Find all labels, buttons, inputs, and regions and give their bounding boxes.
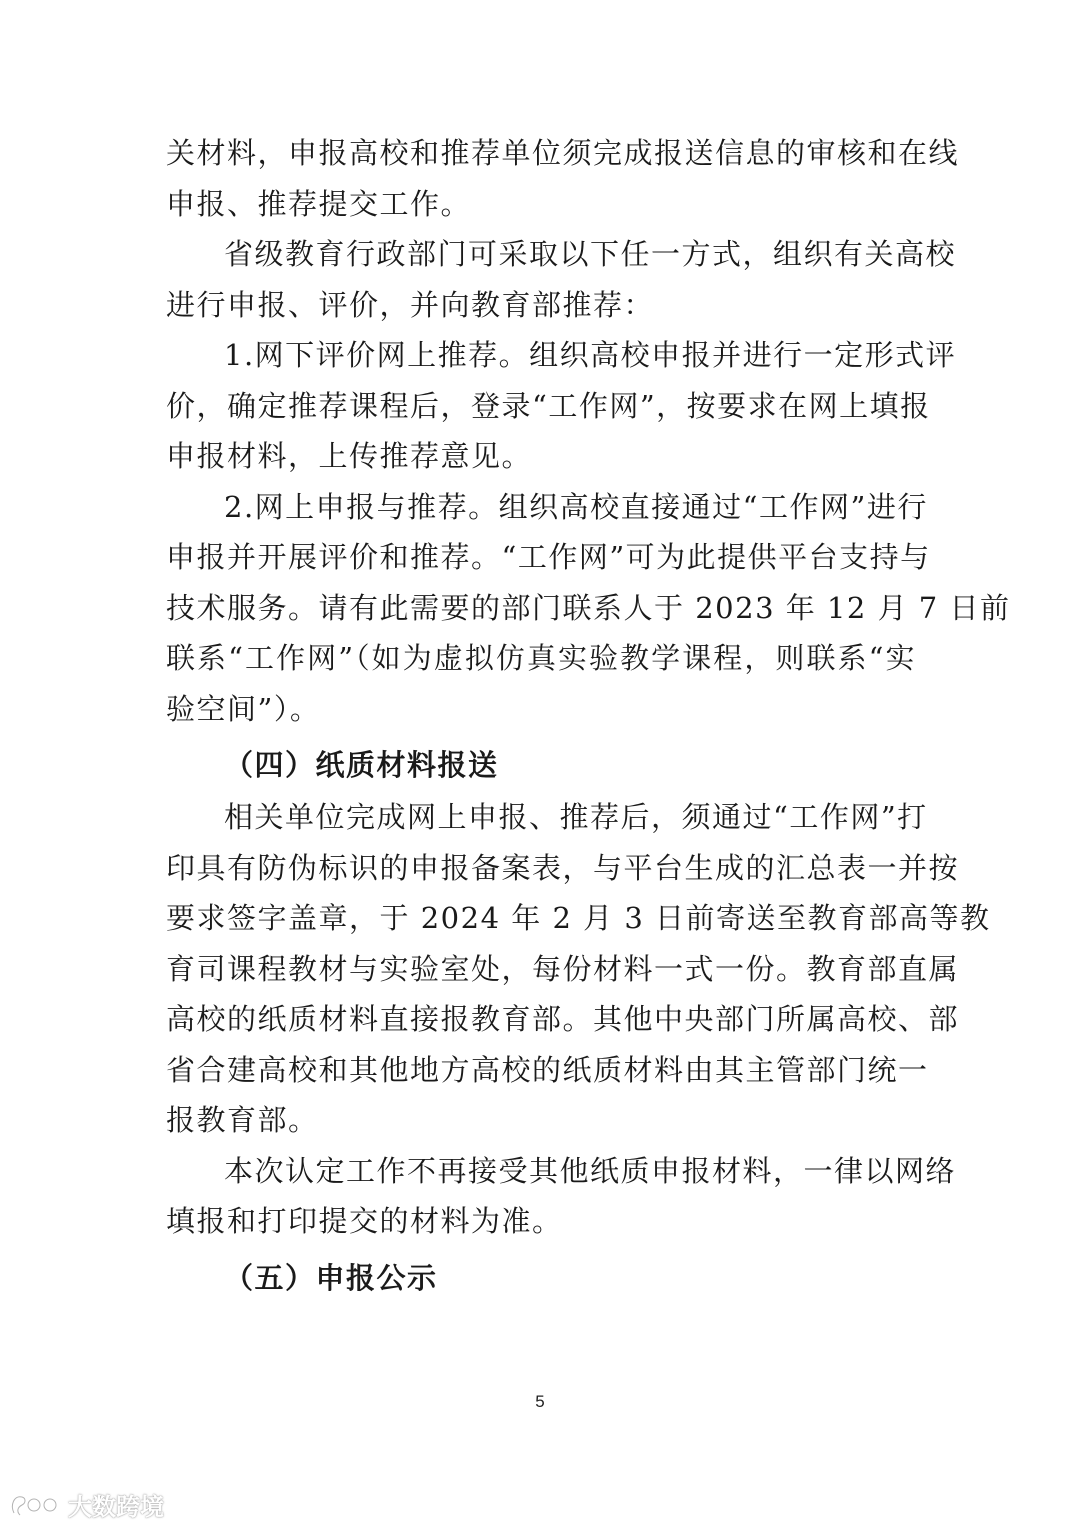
text-line: 验空间”）。	[166, 691, 321, 726]
text-line: 申报并开展评价和推荐。“工作网”可为此提供平台支持与	[166, 540, 931, 574]
text-line: 要求签字盖章，于 2024 年 2 月 3 日前寄送至教育部高等教	[166, 901, 991, 935]
watermark	[8, 1487, 164, 1522]
text-line: 省合建高校和其他地方高校的纸质材料由其主管部门统一	[166, 1052, 929, 1087]
text-line: 2.网上申报与推荐。组织高校直接通过“工作网”进行	[224, 489, 928, 524]
watermark-text: 大数跨境	[68, 1493, 164, 1521]
text-line: 报教育部。	[166, 1103, 319, 1137]
page-number: 5	[535, 1392, 545, 1411]
text-line: 技术服务。请有此需要的部门联系人于 2023 年 12 月 7 日前	[166, 590, 1011, 625]
text-line: 印具有防伪标识的申报备案表，与平台生成的汇总表一并按	[166, 850, 960, 885]
document-body	[166, 128, 1011, 1305]
text-line: 本次认定工作不再接受其他纸质申报材料，一律以网络	[224, 1153, 957, 1188]
paragraph-no-other-materials	[166, 1146, 957, 1247]
paragraph-provincial-methods	[166, 229, 957, 330]
text-line: 填报和打印提交的材料为准。	[166, 1204, 563, 1238]
text-line: 价，确定推荐课程后，登录“工作网”，按要求在网上填报	[166, 388, 931, 423]
text-line: 申报材料，上传推荐意见。	[166, 439, 533, 473]
section-heading-5: （五）申报公示	[224, 1260, 438, 1295]
text-line: 申报、推荐提交工作。	[166, 186, 472, 221]
paragraph-paper-materials	[166, 792, 991, 1146]
paragraph-method-1	[166, 330, 957, 482]
paragraph-continuation	[166, 128, 960, 229]
text-line: 高校的纸质材料直接报教育部。其他中央部门所属高校、部	[166, 1002, 960, 1036]
text-line: 1.网下评价网上推荐。组织高校申报并进行一定形式评	[224, 338, 957, 372]
text-line: 关材料，申报高校和推荐单位须完成报送信息的审核和在线	[166, 136, 960, 170]
text-line: 相关单位完成网上申报、推荐后，须通过“工作网”打	[224, 800, 928, 834]
text-line: 省级教育行政部门可采取以下任一方式，组织有关高校	[224, 237, 957, 271]
text-line: 进行申报、评价，并向教育部推荐：	[166, 287, 655, 322]
text-line: 育司课程教材与实验室处，每份材料一式一份。教育部直属	[166, 951, 960, 986]
paragraph-method-2	[166, 482, 1011, 735]
text-line: 联系“工作网”（如为虚拟仿真实验教学课程，则联系“实	[166, 641, 916, 675]
section-heading-4: （四）纸质材料报送	[224, 748, 499, 782]
watermark-logo-icon	[8, 1491, 62, 1519]
